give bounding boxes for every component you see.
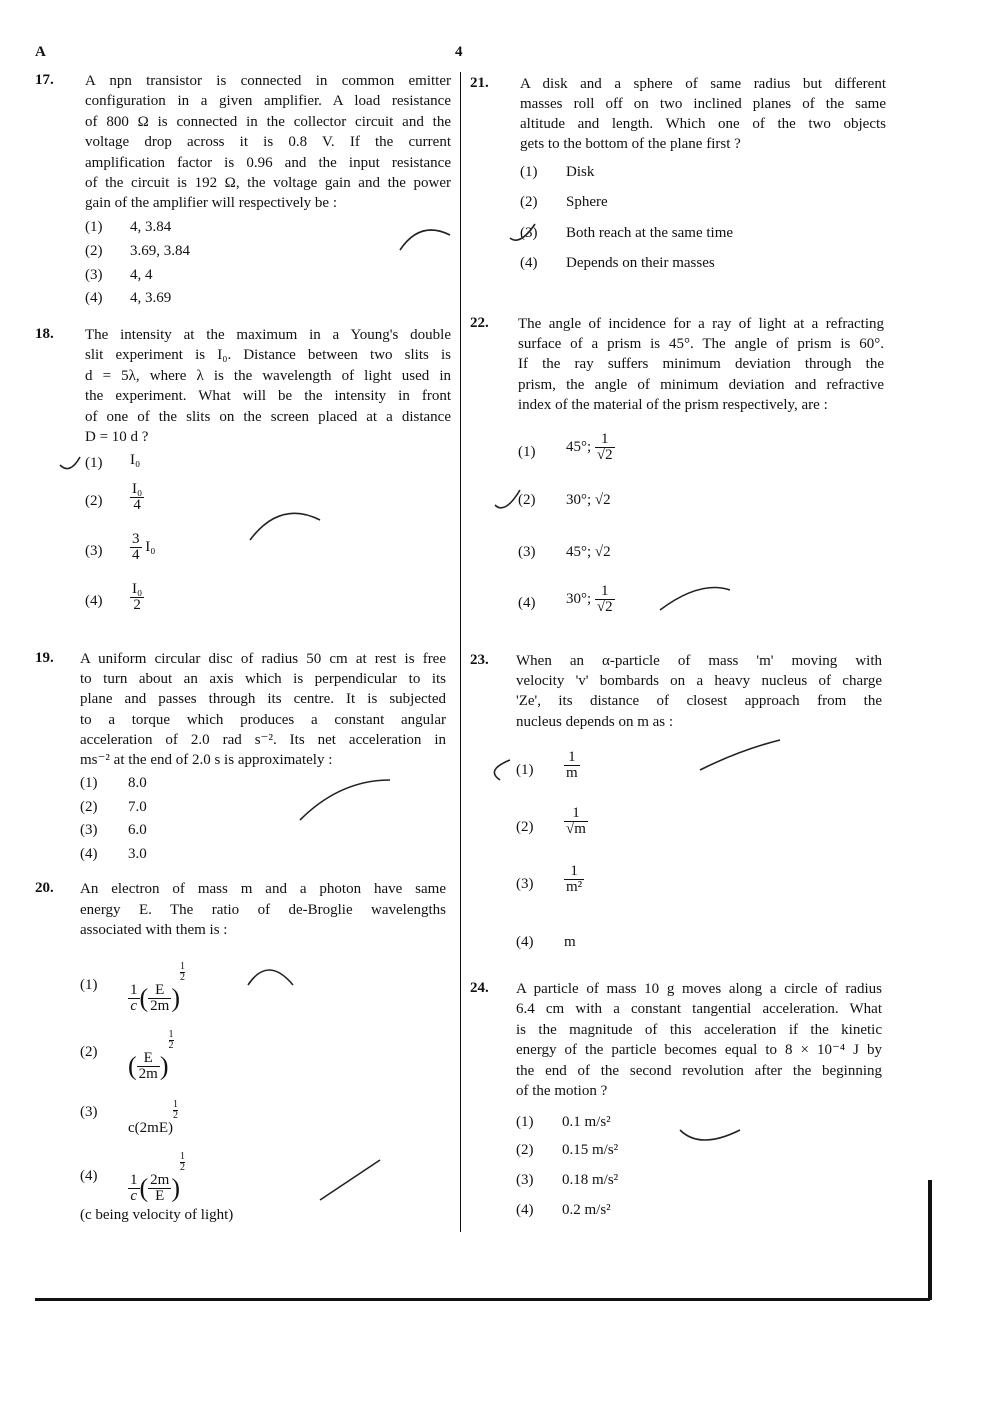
question-text-line: to a torque which produces a constant angular: [80, 711, 446, 728]
numerator: 1: [564, 864, 584, 880]
q20-option-2-math: ( $\frac{E}{2m}$ ) $\frac{1}{2}$: [128, 1029, 174, 1083]
option-label: (2): [518, 492, 536, 508]
denominator: 2m: [150, 998, 170, 1015]
exponent-numerator: 1: [180, 961, 186, 972]
question-text-line: of the motion ?: [516, 1083, 608, 1099]
angle: 30°;: [566, 590, 592, 607]
option-label: (2): [516, 819, 534, 835]
denominator: 2: [133, 597, 141, 613]
denominator: 2m: [138, 1066, 158, 1083]
option-label: (1): [80, 977, 98, 993]
question-text-line: index of the material of the prism respectively, are :: [518, 396, 828, 413]
q20-option-4-math: $\frac{1}{c}$ ( $\frac{2m}{E}$ ) $\frac{1}{2}$: [130, 1151, 186, 1205]
denominator: m: [566, 765, 578, 781]
denominator: √m: [566, 821, 586, 837]
option-label: (3): [80, 822, 98, 838]
option-label: (4): [516, 934, 534, 950]
exponent-numerator: 1: [168, 1029, 174, 1040]
option-text: 0.18 m/s²: [562, 1172, 619, 1188]
option-text: 4, 3.69: [130, 290, 172, 306]
option-label: (3): [80, 1104, 98, 1120]
question-text-line: The angle of incidence for a ray of light at a refracting: [518, 316, 884, 332]
option-label: (4): [80, 846, 98, 862]
option-label: (4): [85, 593, 103, 609]
question-text-line: prism, the angle of minimum deviation and refractive: [518, 376, 884, 393]
question-number: 22.: [470, 315, 489, 331]
denominator: E: [155, 1188, 165, 1205]
question-number: 20.: [35, 880, 54, 896]
question-text-line: voltage drop across it is 0.8 V. If the current: [85, 134, 451, 151]
question-text-line: D = 10 d ?: [85, 429, 149, 445]
question-text-line: configuration in a given amplifier. A load resistance: [85, 93, 451, 110]
numerator: 1: [130, 982, 138, 999]
question-text-line: masses roll off on two inclined planes of the same: [520, 96, 886, 112]
option-text: 4, 4: [130, 267, 153, 283]
option-label: (4): [518, 595, 536, 611]
question-text-line: surface of a prism is 45°. The angle of prism is 60°.: [518, 336, 884, 353]
tick-mark-q18: [60, 457, 80, 469]
question-text-line: An electron of mass m and a photon have same: [80, 881, 446, 897]
question-number: 17.: [35, 72, 54, 88]
denominator: c: [130, 1188, 138, 1205]
q18-option-3-math: [130, 532, 155, 563]
suffix: I₀: [145, 538, 156, 555]
option-text: 3.0: [128, 846, 147, 862]
numerator: I₀: [132, 581, 143, 597]
numerator: 1: [130, 1172, 138, 1189]
option-label: (1): [85, 219, 103, 235]
question-text-line: velocity 'v' bombards on a heavy nucleus of charge: [516, 673, 882, 690]
option-label: (1): [516, 762, 534, 778]
question-number: 24.: [470, 980, 489, 996]
numerator: 1: [564, 750, 580, 766]
numerator: E: [137, 1051, 160, 1067]
option-text: 0.1 m/s²: [562, 1114, 611, 1130]
q18-option-4-math: [130, 582, 144, 613]
question-number: 18.: [35, 326, 54, 342]
denominator: √2: [596, 447, 613, 463]
question-text-line: nucleus depends on m as :: [516, 713, 674, 730]
q22-option-2-text: 30°; √2: [566, 492, 611, 508]
option-label: (2): [516, 1142, 534, 1158]
option-label: (1): [516, 1114, 534, 1130]
exponent-denominator: 2: [180, 972, 186, 983]
question-text-line: plane and passes through its centre. It is subjected: [80, 691, 446, 708]
question-text-line: the experiment. What will be the intensity in front: [85, 388, 451, 405]
denominator: 4: [132, 547, 140, 563]
option-label: (4): [516, 1202, 534, 1218]
question-text-line: to turn about an axis which is perpendicular to its: [80, 671, 446, 688]
scan-edge-mark: [928, 1180, 932, 1300]
exponent-denominator: 2: [168, 1040, 174, 1051]
option-label: (3): [85, 543, 103, 559]
question-text-line: slit experiment is I₀. Distance between two slits is: [85, 347, 451, 364]
question-text-line: the end of the second revolution after the beginning: [516, 1062, 882, 1079]
option-text: 0.2 m/s²: [562, 1202, 611, 1218]
question-number: 23.: [470, 652, 489, 668]
q18-option-2-math: [130, 482, 144, 513]
option-label: (1): [80, 775, 98, 791]
q18-option-1-text: I₀: [130, 452, 141, 468]
q20-note: (c being velocity of light): [80, 1207, 234, 1223]
angle: 45°;: [566, 438, 592, 455]
question-text-line: A npn transistor is connected in common emitter: [85, 73, 451, 89]
numerator: 1: [564, 806, 588, 822]
q23-option-3-math: [564, 864, 584, 895]
question-text-line: 6.4 cm with a constant tangential acceleration. What: [516, 1001, 882, 1018]
numerator: I₀: [132, 481, 143, 497]
option-label: (4): [80, 1168, 98, 1184]
denominator: √2: [596, 599, 613, 615]
option-text: Disk: [566, 164, 595, 180]
option-text: 7.0: [128, 799, 147, 815]
question-text-line: altitude and length. Which one of the two objects: [520, 116, 886, 132]
question-text-line: If the ray suffers minimum deviation through the: [518, 356, 884, 373]
question-number: 19.: [35, 650, 54, 666]
question-text-line: amplification factor is 0.96 and the input resistance: [85, 154, 451, 171]
question-text-line: A particle of mass 10 g moves along a circle of radius: [516, 981, 882, 997]
exponent-numerator: 1: [180, 1151, 186, 1162]
option-label: (1): [520, 164, 538, 180]
numerator: E: [148, 983, 171, 999]
q22-option-3-text: 45°; √2: [566, 544, 611, 560]
question-text-line: acceleration of 2.0 rad s⁻². Its net acceleration in: [80, 731, 446, 748]
q23-option-2-math: [564, 806, 588, 837]
numerator: 3: [132, 531, 140, 547]
question-text-line: ms⁻² at the end of 2.0 s is approximately :: [80, 752, 333, 768]
option-label: (1): [518, 444, 536, 460]
denominator: c: [130, 998, 138, 1015]
q20-option-3-math: [128, 1100, 178, 1137]
question-text-line: is the magnitude of this acceleration if the kinetic: [516, 1021, 882, 1038]
q23-option-4-text: m: [564, 934, 576, 950]
option-text: Depends on their masses: [566, 255, 715, 271]
option-label: (4): [520, 255, 538, 271]
expression: c(2mE): [128, 1120, 173, 1136]
q22-option-4-math: [566, 584, 615, 615]
numerator: 2m: [150, 1172, 170, 1189]
option-label: (2): [80, 1044, 98, 1060]
question-text-line: A disk and a sphere of same radius but different: [520, 76, 886, 92]
q20-option-1-math: $\frac{1}{c}$ ( $\frac{E}{2m}$ ) $\frac{1}{2}$: [130, 961, 186, 1015]
option-label: (4): [85, 290, 103, 306]
tick-mark-q23: [494, 760, 510, 780]
option-label: (2): [85, 493, 103, 509]
option-label: (1): [85, 455, 103, 471]
question-text-line: gain of the amplifier will respectively be :: [85, 195, 337, 212]
question-text-line: of 800 Ω is connected in the collector circuit and the: [85, 113, 451, 130]
option-label: (3): [518, 544, 536, 560]
question-text-line: The intensity at the maximum in a Young's double: [85, 327, 451, 343]
question-text-line: A uniform circular disc of radius 50 cm at rest is free: [80, 651, 446, 667]
page-number: 4: [455, 44, 463, 60]
denominator: m²: [566, 879, 583, 895]
option-label: (3): [85, 267, 103, 283]
tick-mark-q22: [495, 490, 520, 508]
option-label: (2): [520, 194, 538, 210]
option-text: 0.15 m/s²: [562, 1142, 619, 1158]
question-text-line: d = 5λ, where λ is the wavelength of light used in: [85, 367, 451, 384]
section-letter: A: [35, 44, 46, 60]
option-label: (3): [516, 876, 534, 892]
question-text-line: 'Ze', its distance of closest approach from the: [516, 693, 882, 710]
option-text: 4, 3.84: [130, 219, 172, 235]
question-text-line: gets to the bottom of the plane first ?: [520, 136, 741, 152]
q23-option-1-math: [564, 750, 580, 781]
bottom-rule: [35, 1298, 930, 1301]
exponent-numerator: 1: [172, 1099, 178, 1110]
option-label: (3): [520, 225, 538, 241]
option-label: (2): [80, 799, 98, 815]
exponent-denominator: 2: [180, 1162, 186, 1173]
numerator: 1: [595, 432, 615, 448]
question-number: 21.: [470, 75, 489, 91]
denominator: 4: [133, 497, 141, 513]
q22-option-1-math: [566, 432, 615, 463]
question-text-line: When an α-particle of mass 'm' moving with: [516, 653, 882, 669]
option-label: (3): [516, 1172, 534, 1188]
option-label: (2): [85, 243, 103, 259]
option-text: 6.0: [128, 822, 147, 838]
exponent-denominator: 2: [172, 1110, 178, 1121]
option-text: Both reach at the same time: [566, 225, 734, 241]
question-text-line: energy of the particle becomes equal to 8 × 10⁻⁴ J by: [516, 1042, 882, 1059]
question-text-line: of one of the slits on the screen placed at a distance: [85, 408, 451, 425]
option-text: Sphere: [566, 194, 608, 210]
column-divider: [460, 72, 461, 1232]
question-text-line: of the circuit is 192 Ω, the voltage gain and the power: [85, 175, 451, 191]
question-text-line: associated with them is :: [80, 922, 228, 938]
numerator: 1: [595, 584, 615, 600]
question-text-line: energy E. The ratio of de-Broglie wavelengths: [80, 901, 446, 918]
option-text: 3.69, 3.84: [130, 243, 190, 259]
option-text: 8.0: [128, 775, 147, 791]
